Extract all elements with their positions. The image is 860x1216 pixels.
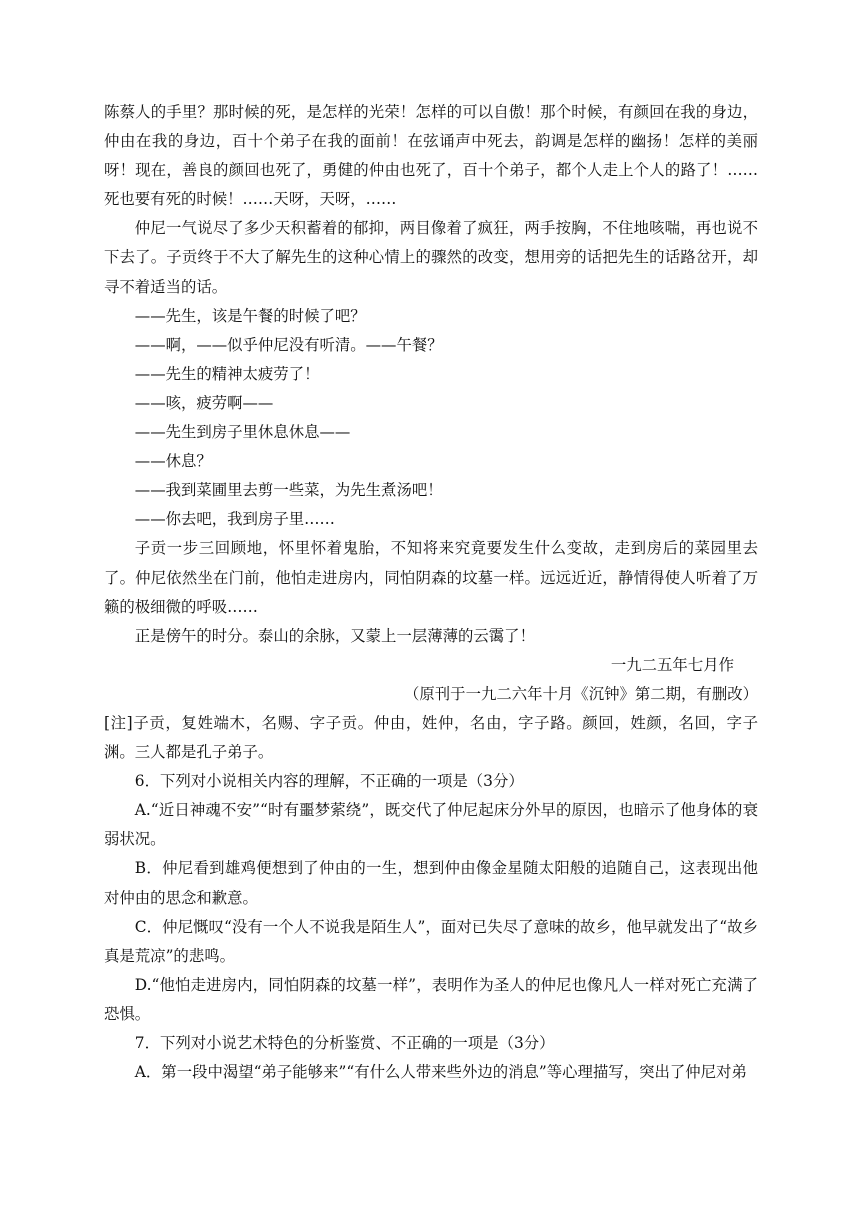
story-paragraph-3: 子贡一步三回顾地，怀里怀着鬼胎，不知将来究竟要发生什么变故，走到房后的菜园里去了。仲尼依然坐在门前，他怕走进房内，同怕阴森的坟墓一样。远远近近，静情得使人听着了万籁的极细微的呼吸……: [104, 539, 758, 616]
dialogue-line-8: ——你去吧，我到房子里……: [134, 510, 335, 529]
story-paragraph-1: 陈蔡人的手里？那时候的死，是怎样的光荣！怎样的可以自傲！那个时候，有颜回在我的身边，仲由在我的身边，百十个弟子在我的面前！在弦诵声中死去，韵调是怎样的幽扬！怎样的美丽呀！现在，善良的颜回也死了，勇健的仲由也死了，百十个弟子，都个人走上个人的路了！……死也要有死的时候！……天呀，天呀，……: [104, 103, 758, 209]
dialogue-line-2: ——啊，——似乎仲尼没有听清。——午餐？: [134, 335, 443, 354]
story-source: （原刊于一九二六年十月《沉钟》第二期，有删改）: [404, 684, 758, 703]
question-7-stem: 7．下列对小说艺术特色的分析鉴赏、不正确的一项是（3分）: [134, 1034, 555, 1052]
dialogue-line-5: ——先生到房子里休息休息——: [134, 423, 351, 442]
question-6-option-c: C．仲尼慨叹“没有一个人不说我是陌生人”，面对已失尽了意味的故乡，他早就发出了“故乡真是荒凉”的悲鸣。: [104, 917, 758, 965]
dialogue-line-1: ——先生，该是午餐的时候了吧？: [134, 306, 366, 325]
story-paragraph-2: 仲尼一气说尽了多少天积蓄着的郁抑，两目像着了疯狂，两手按胸，不住地咳喘，再也说不下去了。子贡终于不大了解先生的这种心情上的骤然的改变，想用旁的话把先生的话路岔开，却寻不着适当的话。: [104, 219, 758, 296]
story-paragraph-4: 正是傍午的时分。泰山的余脉，又蒙上一层薄薄的云霭了！: [134, 626, 535, 645]
dialogue-line-7: ——我到菜圃里去剪一些菜，为先生煮汤吧！: [134, 481, 443, 500]
question-6-option-d: D.“他怕走进房内，同怕阴森的坟墓一样”，表明作为圣人的仲尼也像凡人一样对死亡充满了恐惧。: [104, 975, 758, 1023]
question-6-option-a: A.“近日神魂不安”“时有噩梦萦绕”，既交代了仲尼起床分外早的原因，也暗示了他身体的衰弱状况。: [104, 801, 758, 849]
document-body: [104, 98, 758, 1087]
story-date: 一九二五年七月作: [610, 655, 734, 674]
footnote: [注]子贡，复姓端木，名赐、字子贡。仲由，姓仲，名由，字子路。颜回，姓颜，名回，字子渊。三人都是孔子弟子。: [104, 713, 758, 762]
question-7-option-a: A．第一段中渴望“弟子能够来”“有什么人带来些外边的消息”等心理描写，突出了仲尼对弟: [134, 1063, 747, 1082]
question-6-option-b: B．仲尼看到雄鸡便想到了仲由的一生，想到仲由像金星随太阳般的追随自己，这表现出他对仲由的思念和歉意。: [104, 859, 758, 907]
question-6-stem: 6．下列对小说相关内容的理解，不正确的一项是（3分）: [134, 772, 524, 791]
dialogue-line-4: ——咳，疲劳啊——: [134, 393, 274, 412]
dialogue-line-3: ——先生的精神太疲劳了！: [134, 364, 320, 383]
dialogue-line-6: ——休息？: [134, 452, 212, 471]
